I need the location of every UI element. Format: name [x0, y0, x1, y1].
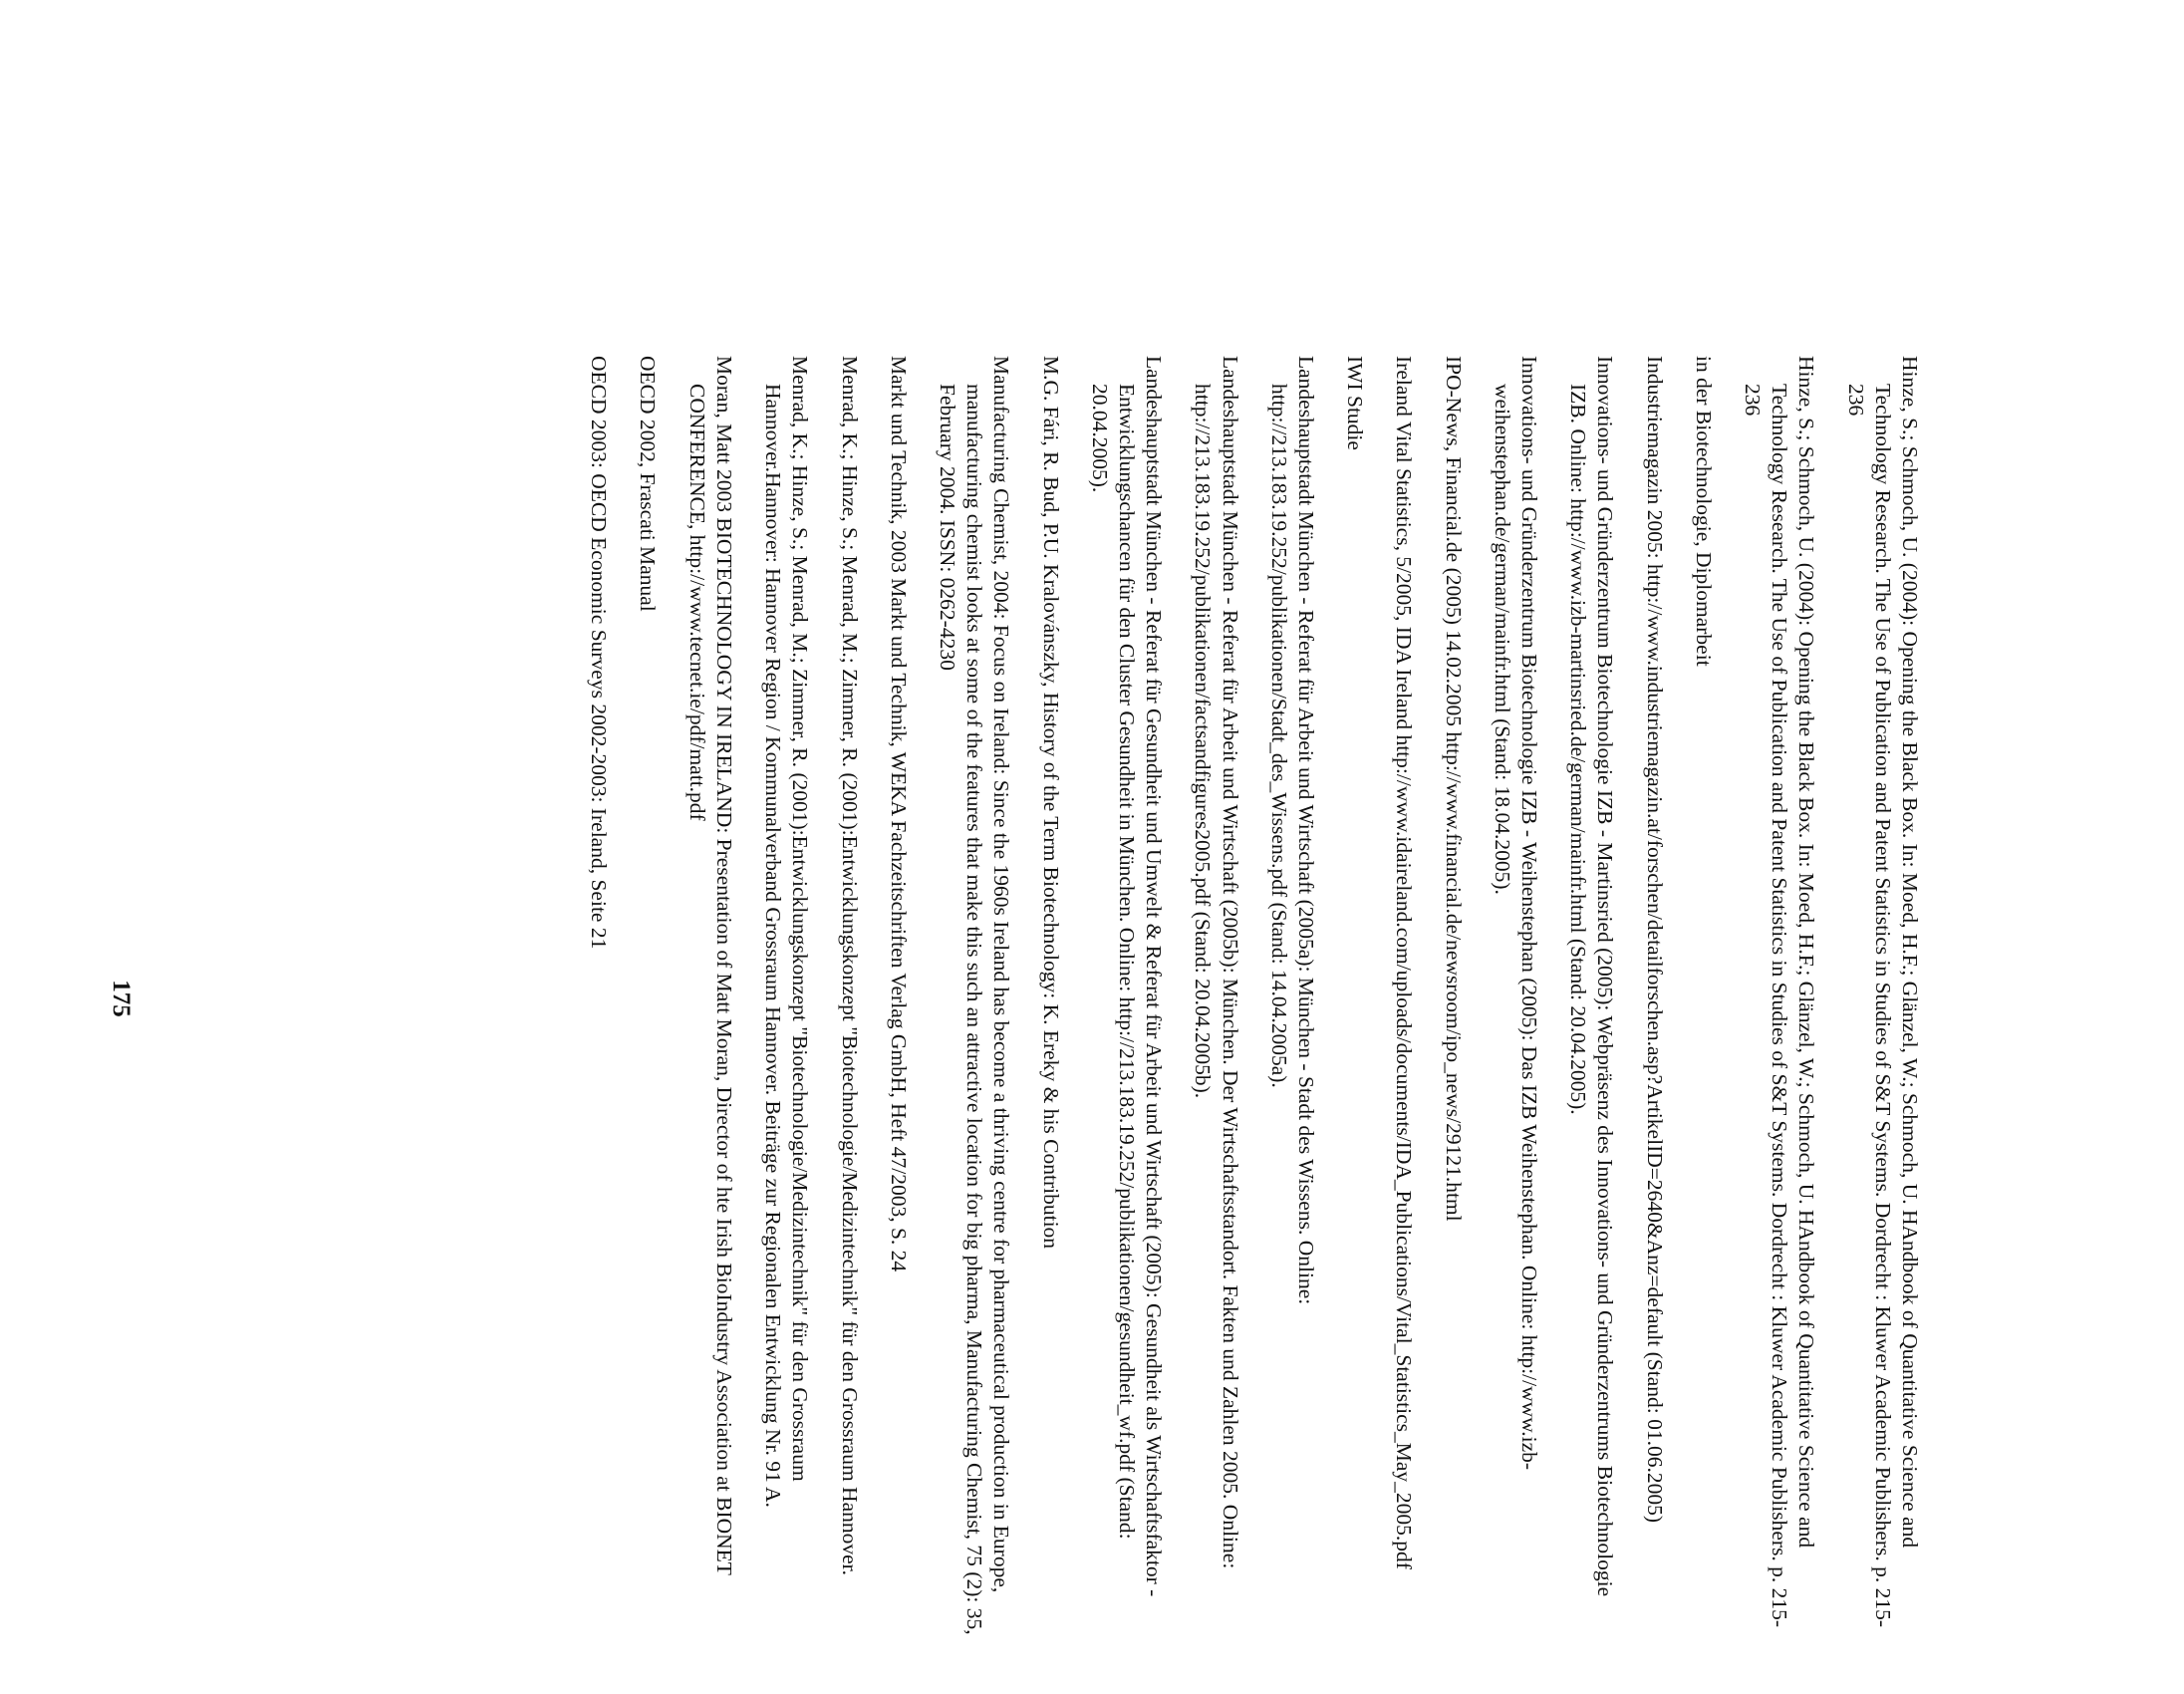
- reference-list: [585, 356, 1923, 1641]
- reference-entry: IPO-News, Financial.de (2005) 14.02.2005 http://www.financial.de/newsroom/ipo_news/29121.html: [1441, 356, 1466, 1222]
- reference-entry: IWI Studie: [1343, 356, 1368, 450]
- reference-entry: in der Biotechnologie, Diplomarbeit: [1691, 356, 1716, 667]
- reference-entry: Menrad, K.; Hinze, S.; Menrad, M.; Zimmer, R. (2001):Entwicklungskonzept "Biotechnologie/Medizintechnik" für den Grossraum Hannover.: [837, 356, 862, 1576]
- reference-entry: Hinze, S.; Schmoch, U. (2004): Opening the Black Box. In: Moed, H.F.; Glänzel, W.; Schmoch, U. HAndbook of Quantitative Science and Technology Research. The Use of Publication and Patent Statistics in Studies of S&T Systems. Dordrecht : Kluwer Academic Publishers. p. 215-236: [1843, 356, 1922, 1628]
- reference-entry: OECD 2003: OECD Economic Surveys 2002-2003: Ireland, Seite 21: [587, 356, 612, 950]
- reference-entry: OECD 2002, Frascati Manual: [636, 356, 661, 612]
- reference-entry: Landeshauptstadt München - Referat für Arbeit und Wirtschaft (2005a): München - Stadt des Wissens. Online: http://213.183.19.252/publikationen/Stadt_des_Wissens.pdf (Stand: 14.04.2005a).: [1266, 356, 1318, 1305]
- reference-entry: Hinze, S.; Schmoch, U. (2004): Opening the Black Box. In: Moed, H.F.; Glänzel, W.; Schmoch, U. HAndbook of Quantitative Science and Technology Research. The Use of Publication and Patent Statistics in Studies of S&T Systems. Dordrecht : Kluwer Academic Publishers. p. 215-236: [1740, 356, 1819, 1628]
- reference-entry: Landeshauptstadt München - Referat für Arbeit und Wirtschaft (2005b): München. Der Wirtschaftsstandort. Fakten und Zahlen 2005. Online: http://213.183.19.252/publikationen/factsandfigures2005.pdf (Stand: 20.04.2005b).: [1191, 356, 1242, 1569]
- reference-entry: Moran, Matt 2003 BIOTECHNOLOGY IN IRELAND: Presentation of Matt Moran, Director of hte Irish BioIndustry Association at BIONET CONFERENCE, http://www.tecnet.ie/pdf/matt.pdf: [684, 356, 736, 1575]
- reference-entry: Markt und Technik, 2003 Markt und Technik, WEKA Fachzeitschriften Verlag GmbH, Heft 47/2003, S. 24: [886, 356, 911, 1272]
- rotated-page: [80, 356, 1923, 1641]
- reference-entry: Landeshauptstadt München - Referat für Gesundheit und Umwelt & Referat für Arbeit und Wirtschaft (2005): Gesundheit als Wirtschaftsfaktor - Entwicklungschancen für den Cluster Gesundheit in München. Online: http://213.183.19.252/publikationen/gesundheit_wf.pdf (Stand: 20.04.2005).: [1087, 356, 1167, 1597]
- page-number: 175: [108, 980, 135, 1017]
- reference-entry: Manufacturing Chemist, 2004: Focus on Ireland: Since the 1960s Ireland has become a thriving centre for pharmaceutical production in Europe, manufacturing chemist looks at some of the features that make this such an attractive location for big pharma, Manufacturing Chemist, 75 (2): 35, February 2004. ISSN: 0262-4230: [935, 356, 1014, 1635]
- reference-entry: Industriemagazin 2005: http://www.industriemagazin.at/forschen/detailforschen.asp?ArtikelID=2640&Anz=default (Stand: 01.06.2005): [1642, 356, 1667, 1524]
- reference-entry: Innovations- und Gründerzentrum Biotechnologie IZB - Weihenstephan (2005): Das IZB Weihenstephan. Online: http://www.izb-weihenstephan.de/german/mainfr.html (Stand: 18.04.2005).: [1490, 356, 1541, 1471]
- reference-entry: Innovations- und Gründerzentrum Biotechnologie IZB - Martinsried (2005): Webpräsenz des Innovations- und Gründerzentrums Biotechnologie IZB. Online: http://www.izb-martinsried.de/german/mainfr.html (Stand: 20.04.2005).: [1566, 356, 1618, 1597]
- reference-entry: M.G. Fári, R. Bud, P.U. Kralovánszky, History of the Term Biotechnology: K. Ereky & his Contribution: [1038, 356, 1063, 1250]
- reference-entry: Menrad, K.; Hinze, S.; Menrad, M.; Zimmer, R. (2001):Entwicklungskonzept "Biotechnologie/Medizintechnik" für den Grossraum Hannover.Hannover: Hannover Region / Kommunalverband Grossraum Hannover. Beiträge zur Regionalen Entwicklung Nr. 91 A.: [761, 356, 813, 1508]
- reference-entry: Ireland Vital Statistics, 5/2005, IDA Ireland http://www.idaireland.com/uploads/documents/IDA_Publications/Vital_Statistics_May_2005.pdf: [1392, 356, 1417, 1569]
